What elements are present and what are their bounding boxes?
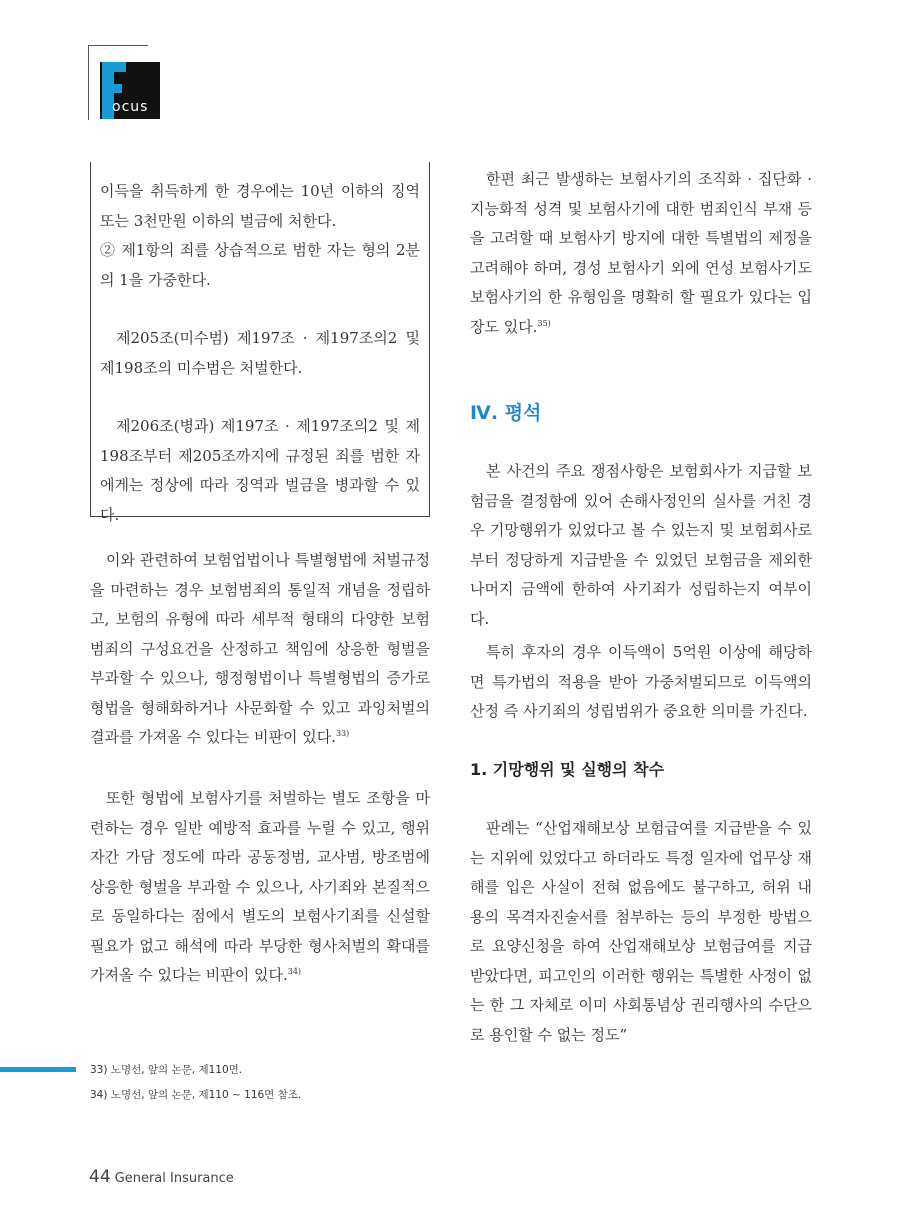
body-para-gain-amount: 특히 후자의 경우 이득액이 5억원 이상에 해당하면 특가법의 적용을 받아 가중처벌되므로 이득액의 산정 즉 사기죄의 성립범위가 중요한 의미를 가진다. xyxy=(470,643,812,720)
footnote-ref-35[interactable]: 35) xyxy=(537,318,551,328)
body-para-criticism-2-text: 또한 형법에 보험사기를 처벌하는 별도 조항을 마련하는 경우 일반 예방적 효과를 누릴 수 있고, 행위자간 가담 정도에 따라 공동정범, 교사범, 방조범에 상응한 형벌을 부과할 수 있으나, 사기죄와 본질적으로 동일하다는 점에서 별도의 보험사기죄를 신설할 필요가 없고 해석에 따라 부당한 형사처벌의 확대를 가져올 수 있다는 비판이 있다. xyxy=(90,789,430,984)
footnote-ref-33[interactable]: 33) xyxy=(335,729,350,738)
body-para-criticism-2 xyxy=(90,784,430,991)
statute-para-2: ② 제1항의 죄를 상습적으로 범한 자는 형의 2분의 1을 가중한다. xyxy=(100,241,420,289)
body-para-precedent: 판례는 “산업재해보상 보험급여를 지급받을 수 있는 지위에 있었다고 하더라도 특정 일자에 업무상 재해를 입은 사실이 전혀 없음에도 불구하고, 허위 내용의 목격자진술서를 첨부하는 등의 부정한 방법으로 요양신청을 하여 산업재해보상 보험급여를 지급받았다면, 피고인의 이러한 행위는 특별한 사정이 없는 한 그 자체로 이미 사회통념상 권리행사의 수단으로 용인할 수 없는 정도” xyxy=(470,819,812,1044)
focus-logo-text: ocus xyxy=(112,99,149,115)
statute-para-1: 이득을 취득하게 한 경우에는 10년 이하의 징역 또는 3천만원 이하의 벌금에 처한다. xyxy=(100,182,420,230)
body-para-criticism-1 xyxy=(90,546,430,753)
footnote-33: 33) 노명선, 앞의 논문, 제110면. xyxy=(90,1064,243,1076)
statute-para-3: 제205조(미수범) 제197조 · 제197조의2 및 제198조의 미수범은 처벌한다. xyxy=(100,329,420,377)
section-title: Ⅳ. 평석 xyxy=(470,402,542,424)
subsection-title: 1. 기망행위 및 실행의 착수 xyxy=(470,760,665,779)
footnote-ref-34[interactable]: 34) xyxy=(287,967,302,976)
body-para-issues: 본 사건의 주요 쟁점사항은 보험회사가 지급할 보험금을 결정함에 있어 손해사정인의 실사를 거친 경우 기망행위가 있었다고 볼 수 있는지 및 보험회사로부터 정당하게 지급받을 수 있었던 보험금을 제외한 나머지 금액에 한하여 사기죄가 성립하는지 여부이다. xyxy=(470,462,812,628)
page-footer xyxy=(89,1167,234,1187)
footnote-34: 34) 노명선, 앞의 논문, 제110 ~ 116면 참조. xyxy=(90,1089,302,1101)
magazine-name: General Insurance xyxy=(114,1171,234,1186)
body-para-criticism-1-text: 이와 관련하여 보험업법이나 특별형법에 처벌규정을 마련하는 경우 보험범죄의 통일적 개념을 정립하고, 보험의 유형에 따라 세부적 형태의 다양한 보험범죄의 구성요건을 산정하고 책임에 상응한 형벌을 부과할 수 있으나, 행정형법이나 특별형법의 증가로 형법을 형해화하거나 사문화할 수 있고 과잉처벌의 결과를 가져올 수 있다는 비판이 있다. xyxy=(90,551,430,746)
body-para-special-law-text: 한편 최근 발생하는 보험사기의 조직화 · 집단화 · 지능화적 성격 및 보험사기에 대한 범죄인식 부재 등을 고려할 때 보험사기 방지에 대한 특별법의 제정을 고려해야 하며, 경성 보험사기 외에 연성 보험사기도 보험사기의 한 유형임을 명확히 할 필요가 있다는 입장도 있다. xyxy=(470,170,812,336)
logo-frame-top xyxy=(88,45,148,46)
page-number: 44 xyxy=(89,1167,111,1187)
logo-frame-left xyxy=(88,45,89,120)
footnote-accent-bar xyxy=(0,1067,76,1072)
statute-para-4: 제206조(병과) 제197조 · 제197조의2 및 제198조부터 제205조까지에 규정된 죄를 범한 자에게는 정상에 따라 징역과 벌금을 병과할 수 있다. xyxy=(100,417,420,524)
body-para-special-law xyxy=(470,165,812,342)
